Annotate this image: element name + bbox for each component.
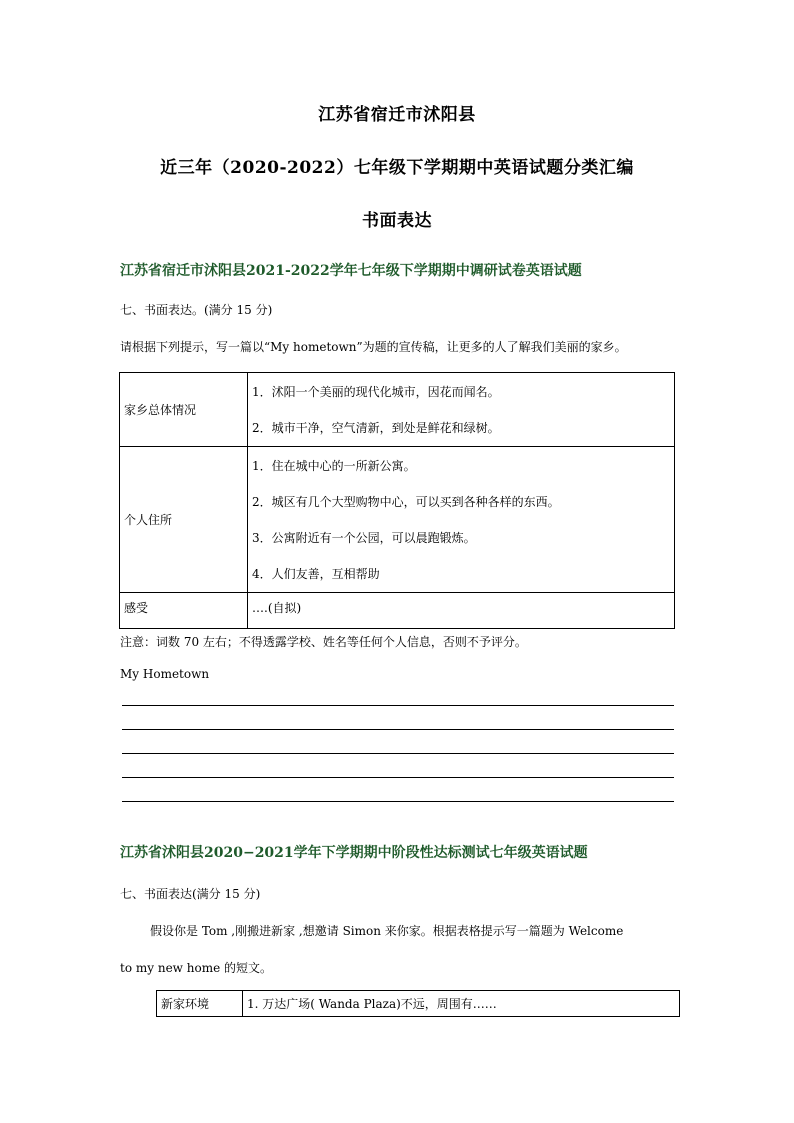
list-item: 4．人们友善，互相帮助: [252, 566, 380, 581]
section2-heading: 江苏省沭阳县2020−2021学年下学期期中阶段性达标测试七年级英语试题: [120, 845, 588, 861]
section2-hint-table: [156, 990, 680, 1017]
answer-line: [122, 801, 674, 802]
table-row-label: 个人住所: [120, 447, 248, 593]
section2-question: 七、书面表达(满分 15 分): [120, 887, 261, 901]
table-row: [157, 991, 680, 1017]
answer-line: [122, 753, 674, 754]
table-row-items: ….(自拟): [248, 593, 675, 629]
table-row-items: 1. 万达广场( Wanda Plaza)不远，周围有……: [243, 991, 680, 1017]
table-row-label: 感受: [120, 593, 248, 629]
section1-note: 注意：词数 70 左右；不得透露学校、姓名等任何个人信息，否则不予评分。: [120, 635, 527, 649]
table-row-items: [248, 373, 675, 447]
list-item: 3．公寓附近有一个公园，可以晨跑锻炼。: [252, 530, 476, 545]
section1-prompt: 请根据下列提示，写一篇以“My hometown”为题的宣传稿，让更多的人了解我们美丽的家乡。: [120, 340, 627, 354]
list-item: 2．城区有几个大型购物中心，可以买到各种各样的东西。: [252, 494, 560, 509]
document-title: 江苏省宿迁市沭阳县: [318, 105, 476, 125]
table-row: [120, 593, 675, 629]
table-row: [120, 447, 675, 593]
essay-title: My Hometown: [120, 667, 210, 681]
section1-question: 七、书面表达。(满分 15 分): [120, 303, 273, 317]
table-row-label: 家乡总体情况: [120, 373, 248, 447]
section1-heading: 江苏省宿迁市沭阳县2021-2022学年七年级下学期期中调研试卷英语试题: [120, 263, 582, 279]
list-item: 1．住在城中心的一所新公寓。: [252, 458, 416, 473]
document-topic: 书面表达: [362, 211, 432, 231]
section2-prompt-line1: 假设你是 Tom ,刚搬进新家 ,想邀请 Simon 来你家。根据表格提示写一篇题为 Welcome: [150, 924, 624, 938]
list-item: 1．沭阳一个美丽的现代化城市，因花而闻名。: [252, 384, 500, 399]
section1-hint-table: [119, 372, 675, 629]
answer-line: [122, 729, 674, 730]
table-row-items: [248, 447, 675, 593]
answer-line: [122, 777, 674, 778]
section2-prompt-line2: to my new home 的短文。: [120, 961, 272, 975]
answer-line: [122, 705, 674, 706]
table-row: [120, 373, 675, 447]
table-row-label: 新家环境: [157, 991, 243, 1017]
document-subtitle: 近三年（2020-2022）七年级下学期期中英语试题分类汇编: [160, 158, 634, 178]
list-item: 2．城市干净，空气清新，到处是鲜花和绿树。: [252, 420, 500, 435]
